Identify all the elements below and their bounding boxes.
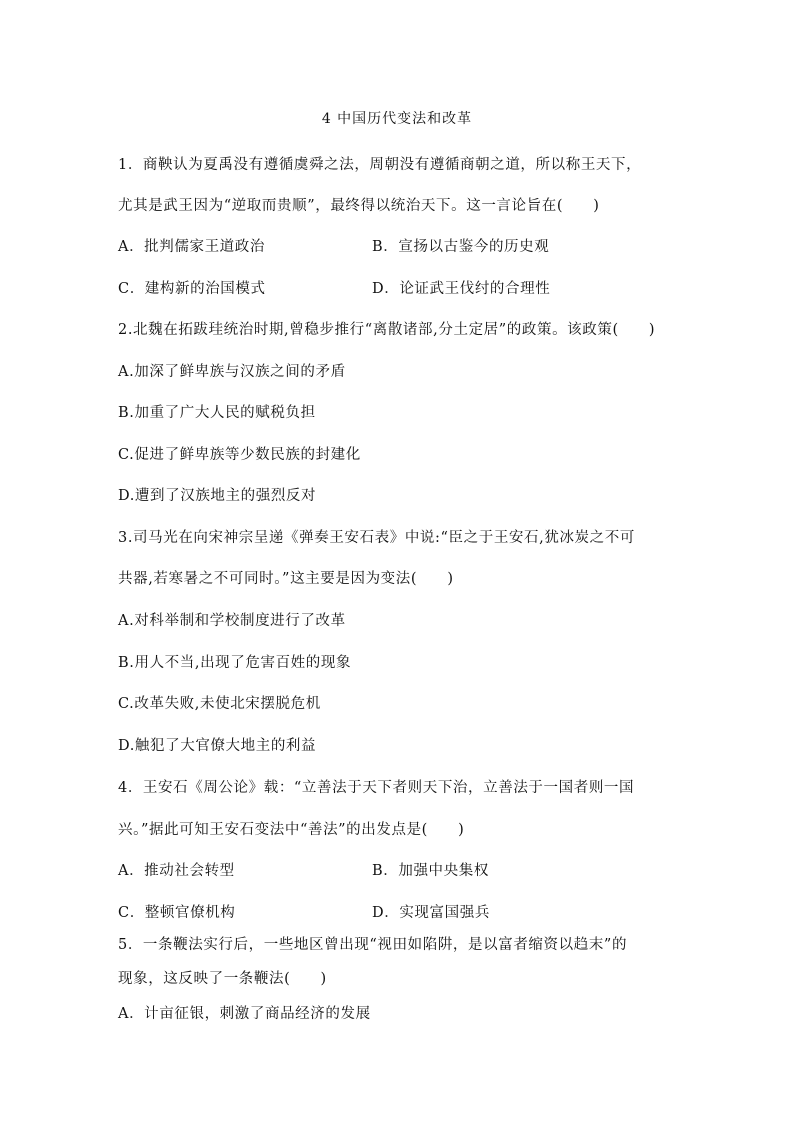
question-5-line-1: 5．一条鞭法实行后，一些地区曾出现“视田如陷阱，是以富者缩资以趋末”的: [118, 937, 628, 953]
question-3-option-a: A.对科举制和学校制度进行了改革: [118, 613, 346, 629]
question-1-option-c: C．建构新的治国模式: [118, 281, 266, 297]
question-4-option-c: C．整顿官僚机构: [118, 905, 236, 921]
question-2-option-a: A.加深了鲜卑族与汉族之间的矛盾: [118, 364, 346, 380]
question-3-option-b: B.用人不当,出现了危害百姓的现象: [118, 655, 352, 671]
question-3-option-d: D.触犯了大官僚大地主的利益: [118, 738, 317, 754]
question-2-option-d: D.遭到了汉族地主的强烈反对: [118, 488, 317, 504]
question-1-option-a: A．批判儒家王道政治: [118, 239, 265, 255]
question-2-option-c: C.促进了鲜卑族等少数民族的封建化: [118, 447, 361, 463]
question-1-option-b: B．宣扬以古鉴今的历史观: [372, 239, 550, 255]
question-3-line-2: 共器,若寒暑之不可同时。”这主要是因为变法( ): [118, 571, 454, 587]
question-5-line-2: 现象，这反映了一条鞭法( ): [118, 971, 327, 987]
question-4-line-1: 4．王安石《周公论》载：“立善法于天下者则天下治，立善法于一国者则一国: [118, 780, 635, 796]
question-3-option-c: C.改革失败,未使北宋摆脱危机: [118, 696, 321, 712]
question-1-option-d: D．论证武王伐纣的合理性: [372, 281, 551, 297]
question-4-option-a: A．推动社会转型: [118, 863, 235, 879]
question-2-line-1: 2.北魏在拓跋珪统治时期,曾稳步推行“离散诸部,分土定居”的政策。该政策( ): [118, 322, 656, 338]
document-title: 4 中国历代变法和改革: [321, 111, 473, 127]
question-1-line-1: 1．商鞅认为夏禹没有遵循虞舜之法，周朝没有遵循商朝之道，所以称王天下，: [118, 157, 642, 173]
question-1-line-2: 尤其是武王因为“逆取而贵顺”，最终得以统治天下。这一言论旨在( ): [118, 198, 600, 214]
question-5-option-a: A．计亩征银，刺激了商品经济的发展: [118, 1006, 371, 1022]
question-4-option-d: D．实现富国强兵: [372, 905, 490, 921]
question-2-option-b: B.加重了广大人民的赋税负担: [118, 405, 316, 421]
question-4-option-b: B．加强中央集权: [372, 863, 489, 879]
question-4-line-2: 兴。”据此可知王安石变法中“善法”的出发点是( ): [118, 822, 465, 838]
question-3-line-1: 3.司马光在向宋神宗呈递《弹奏王安石表》中说:“臣之于王安石,犹冰炭之不可: [118, 530, 635, 546]
